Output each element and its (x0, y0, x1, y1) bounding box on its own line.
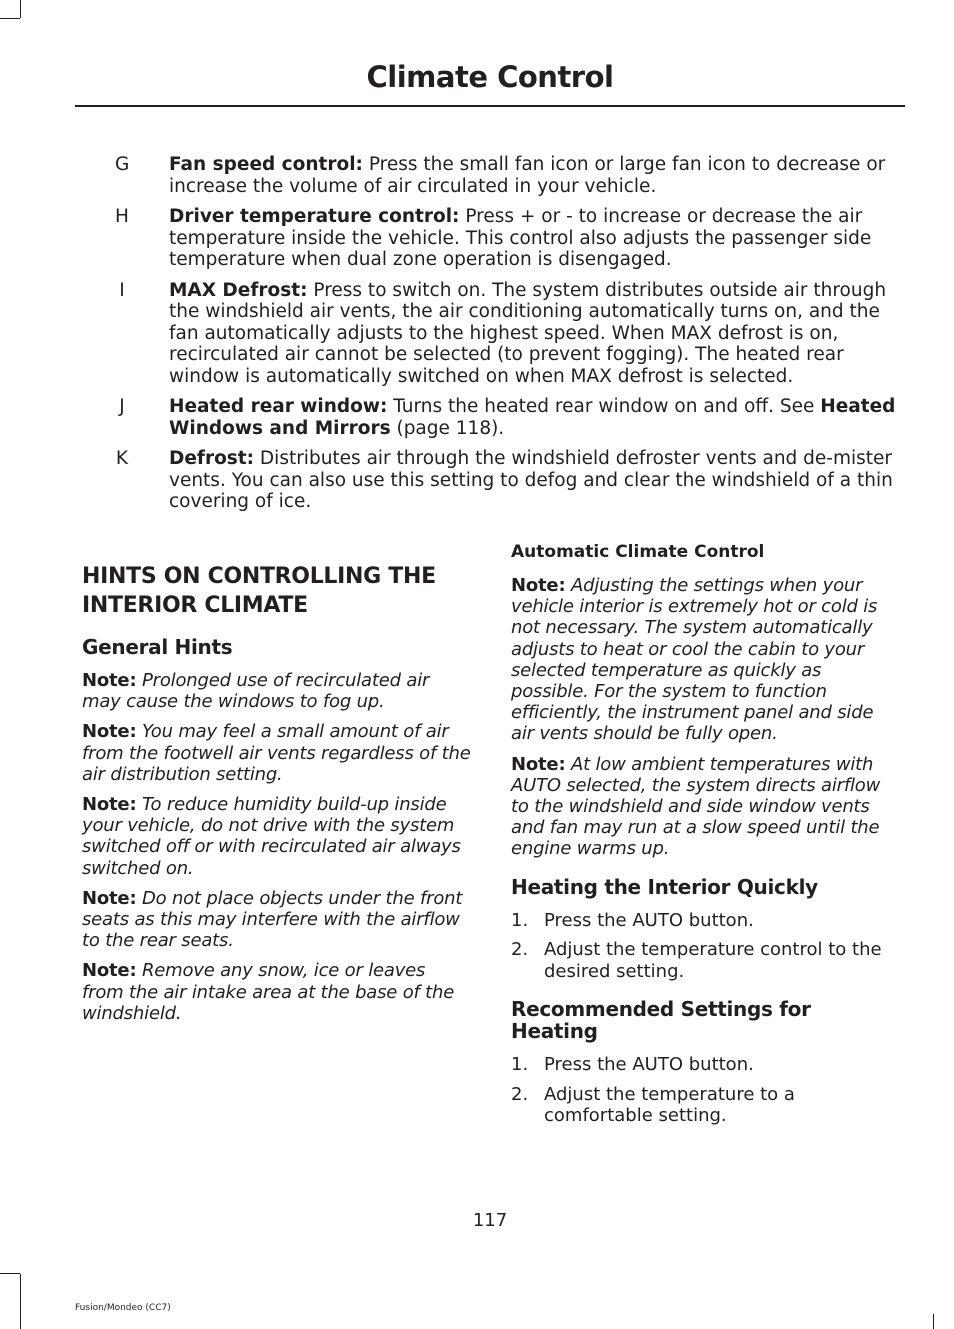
legend-term: Fan speed control: (169, 154, 363, 175)
section-heading: Automatic Climate Control (511, 542, 765, 562)
subsection-heading: Heating the Interior Quickly (511, 874, 818, 899)
step-text: Press the AUTO button. (544, 909, 754, 931)
legend-item-i (75, 280, 905, 388)
legend-text: Press + or - to increase or decrease the air temperature inside the vehicle. This control also adjusts the passenger side temperature when dual zone operation is disengaged. (169, 206, 872, 270)
note (82, 721, 472, 785)
subsection-heading: Recommended Settings for Heating (511, 997, 811, 1044)
list-item (511, 939, 901, 982)
page-number: 117 (472, 1210, 508, 1231)
note-text: Do not place objects under the front seats as this may interfere with the airflow to the rear seats. (82, 887, 463, 952)
note-text: To reduce humidity build-up inside your vehicle, do not drive with the system switched off or with recirculated air always switched on. (82, 794, 461, 879)
legend-term: MAX Defrost: (169, 279, 308, 301)
control-legend (75, 154, 905, 522)
note-text: You may feel a small amount of air from the footwell air vents regardless of the air distribution setting. (82, 721, 471, 785)
subsection-heading: General Hints (82, 635, 233, 659)
step-number: 1. (511, 909, 529, 931)
step-number: 2. (511, 939, 529, 961)
legend-item-h (75, 206, 905, 271)
list-item (511, 1084, 901, 1127)
legend-text: Press the small fan icon or large fan icon to decrease or increase the volume of air circulated in your vehicle. (169, 154, 886, 197)
note (511, 754, 901, 860)
note-text: At low ambient temperatures with AUTO selected, the system directs airflow to the windshield and side window vents and fan may run at a slow speed until the engine warms up. (511, 753, 881, 860)
list-item (511, 910, 901, 932)
title-divider (75, 105, 905, 107)
legend-term: Driver temperature control: (169, 206, 460, 227)
note (82, 888, 472, 952)
legend-item-g (75, 154, 905, 197)
note-text: Adjusting the settings when your vehicle interior is extremely hot or cold is not necessary. The system automatically adjusts to heat or cool the cabin to your selected temperature as quickly as possible. For the system to function efficiently, the instrument panel and side air vents should be fully open. (511, 575, 878, 745)
crop-mark (0, 1273, 20, 1274)
legend-text: Turns the heated rear window on and off. See (387, 396, 821, 417)
note-label: Note: (82, 721, 137, 743)
note-label: Note: (82, 960, 137, 982)
legend-letter: I (119, 279, 125, 301)
crop-mark (20, 1274, 21, 1329)
section-heading: HINTS ON CONTROLLING THE INTERIOR CLIMATE (82, 564, 436, 618)
note-label: Note: (82, 887, 137, 909)
note-label: Note: (82, 670, 137, 691)
note (82, 670, 472, 712)
note (82, 960, 472, 1024)
legend-term: Heated rear window: (169, 396, 388, 417)
right-column (511, 541, 901, 1135)
crop-mark (933, 1314, 934, 1329)
list-item (511, 1054, 901, 1076)
note (511, 575, 901, 745)
left-column (82, 562, 472, 1033)
crop-mark (0, 18, 20, 19)
cross-reference-link[interactable]: Heated Windows and Mirrors (169, 396, 896, 439)
step-number: 1. (511, 1054, 529, 1076)
note-text: Prolonged use of recirculated air may cause the windows to fog up. (82, 670, 430, 713)
legend-item-k (75, 448, 905, 513)
note-label: Note: (82, 794, 137, 816)
legend-item-j (75, 396, 905, 439)
step-text: Press the AUTO button. (544, 1054, 754, 1076)
legend-letter: H (115, 206, 129, 227)
legend-text: Distributes air through the windshield defroster vents and de-mister vents. You can also use this setting to defog and clear the windshield of a thin covering of ice. (169, 448, 893, 512)
page-reference: (page 118). (390, 417, 505, 439)
note (82, 794, 472, 879)
footer-model: Fusion/Mondeo (CC7) (75, 1303, 171, 1313)
legend-text: Press to switch on. The system distributes outside air through the windshield air vents, the air conditioning automatically turns on, and the fan automatically adjusts to the highest speed. When MAX defrost is on, recirculated air cannot be selected (to prevent fogging). The heated rear window is automatically switched on when MAX defrost is selected. (169, 279, 887, 387)
note-text: Remove any snow, ice or leaves from the air intake area at the base of the windshield. (82, 960, 455, 1024)
page-title: Climate Control (366, 60, 614, 94)
legend-letter: K (115, 448, 129, 469)
crop-mark (20, 0, 21, 18)
step-text: Adjust the temperature to a comfortable setting. (544, 1083, 795, 1127)
legend-letter: J (119, 396, 125, 417)
step-number: 2. (511, 1083, 529, 1105)
legend-letter: G (115, 154, 130, 175)
note-label: Note: (511, 575, 566, 596)
legend-term: Defrost: (169, 448, 255, 469)
step-text: Adjust the temperature control to the desired setting. (544, 939, 882, 982)
note-label: Note: (511, 753, 566, 775)
